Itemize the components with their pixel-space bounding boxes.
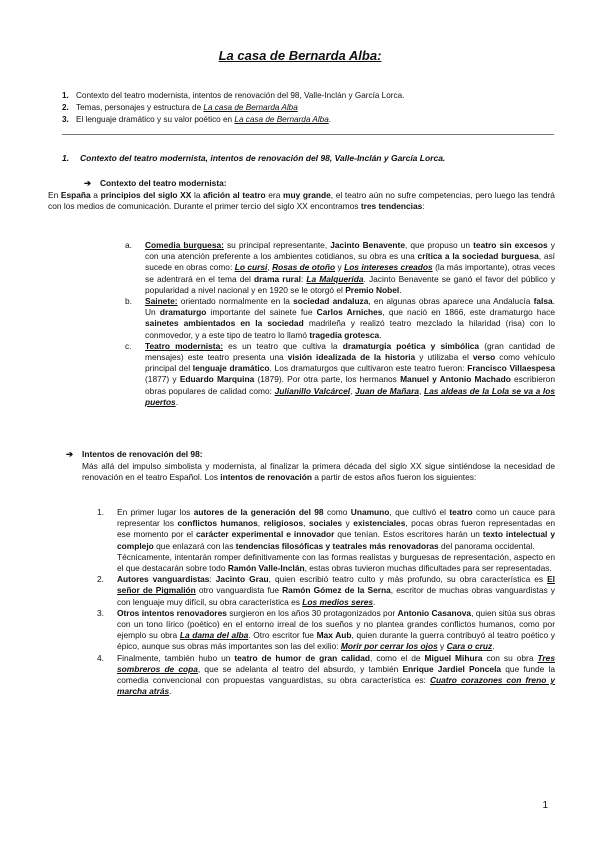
section-heading — [62, 153, 562, 164]
index-number: 2. — [62, 103, 69, 112]
item-label: 4. — [97, 652, 104, 663]
index-text: El lenguaje dramático y su valor poético en La casa de Bernarda Alba. — [76, 115, 332, 124]
item-label: 1. — [97, 507, 104, 517]
list-item: 1. En primer lugar los autores de la generación del 98 como Unamuno, que cultivó el teatro como un cauce para representar los conflictos humanos, religiosos, sociales y existenciales, pocas obras fueron representadas en ese momento por el carácter experimental e innovador que tenían. Estos escritores harán un texto intelectual y complejo que enlazará con las tendencias filosóficas y teatrales más renovadoras del panorama occidental. Técnicamente, intentarán romper definitivamente con las formas realistas y burguesas de representación, aspecto en el que destacarán sobre todo Ramón Valle-Inclán, estas obras tuvieron muchas dificultades para ser representadas. — [97, 507, 556, 574]
section-title: Contexto del teatro modernista, intentos de renovación del 98, Valle-Inclán y García Lorca. — [80, 153, 446, 163]
subsection-title: Contexto del teatro modernista: — [100, 178, 227, 188]
intro-paragraph: En España a principios del siglo XX la afición al teatro era muy grande, el teatro aún no sufre competencias, pero luego las tendrá con los medios de comunicación. Durante el primer tercio del siglo XX encontramos tres tendencias: — [48, 190, 555, 212]
arrow-icon: ➔ — [84, 178, 92, 188]
item-label: b. — [125, 296, 132, 307]
index-item — [62, 114, 542, 126]
intro-paragraph: Más allá del impulso simbolista y modernista, al finalizar la primera década del siglo XX sigue sintiéndose la necesidad de renovación en el teatro Español. Los intentos de renovación a partir de estos años fueron los siguientes: — [82, 461, 555, 483]
arrow-icon: ➔ — [66, 449, 74, 459]
document-title: La casa de Bernarda Alba: — [218, 48, 382, 63]
list-item: c. Teatro modernista: es un teatro que cultiva la dramaturgia poética y simbólica (gran cantidad de mensajes) este teatro presenta una visión idealizada de la historia y utilizaba el verso como vehículo principal del lenguaje dramático. Los dramaturgos que cultivaron este teatro fueron: Francisco Villaespesa (1877) y Eduardo Marquina (1879). Por otra parte, los hermanos Manuel y Antonio Machado escribieron obras populares de calidad como: Julianillo Valcárcel, Juan de Mañara, Las aldeas de la Lola se va a los puertos. — [125, 340, 556, 407]
index-number: 1. — [62, 91, 69, 100]
index-item — [62, 90, 542, 102]
page-number: 1 — [542, 800, 548, 811]
item-label: a. — [125, 240, 132, 250]
section-number: 1. — [62, 153, 70, 163]
item-label: 3. — [97, 607, 104, 618]
item-label: c. — [125, 340, 132, 351]
index-text: Contexto del teatro modernista, intentos de renovación del 98, Valle-Inclán y García Lorca. — [76, 91, 405, 100]
renewal-list — [97, 507, 556, 697]
item-extra-paragraph: Técnicamente, intentarán romper definitivamente con las formas realistas y burguesas de representación, aspecto en el que destacarán sobre todo Ramón Valle-Inclán, estas obras tuvieron muchas dificultades para ser representadas. — [117, 551, 555, 574]
list-item: 4. Finalmente, también hubo un teatro de humor de gran calidad, como el de Miguel Mihura con su obra Tres sombreros de copa, que se adelanta al teatro del absurdo, y también Enrique Jardiel Poncela que funde la comedia convencional con propuestas vanguardistas, su obra característica es: Cuatro corazones con freno y marcha atrás. — [97, 652, 556, 697]
index-item — [62, 102, 542, 114]
tendencies-list — [125, 240, 556, 408]
list-item: 3. Otros intentos renovadores surgieron en los años 30 protagonizados por Antonio Casanova, quien sitúa sus obras con un tono lírico (poético) en el entorno irreal de los sueños y no plantea grandes conflictos humanos, como por ejemplo su obra La dama del alba. Otro escritor fue Max Aub, quien durante la guerra contribuyó al teatro poético y épico, aunque sus obras más importantes son las del exilio: Morir por cerrar los ojos y Cara o cruz. — [97, 607, 556, 652]
work-title-link: La casa de Bernarda Alba — [203, 103, 298, 112]
index-text: Temas, personajes y estructura de La casa de Bernarda Alba — [76, 103, 298, 112]
list-item: a. Comedia burguesa: su principal representante, Jacinto Benavente, que propuso un teatro sin excesos y con una atención preferente a los ambientes cotidianos, su obra es una crítica a la sociedad burguesa, así sucede en obras como: Lo cursi, Rosas de otoño y Los intereses creados (la más importante), otras veces se adentrará en el tema del drama rural: La Malquerida. Jacinto Benavente se ganó el favor del público y popularidad a nivel nacional y en 1920 se le otorgó el Premio Nobel. — [125, 240, 556, 295]
item-label: 2. — [97, 574, 104, 585]
list-item: b. Sainete: orientado normalmente en la sociedad andaluza, en algunas obras aparece una Andalucía falsa. Un dramaturgo importante del sainete fue Carlos Arniches, que nació en 1866, este dramaturgo hace sainetes ambientados en la sociedad madrileña y realizó teatro mezclado la hilaridad (risa) con lo conmovedor, y a este tipo de teatro lo llamó tragedia grotesca. — [125, 296, 555, 340]
list-item: 2. Autores vanguardistas: Jacinto Grau, quien escribió teatro culto y más profundo, su obra característica es El señor de Pigmalión otro vanguardista fue Ramón Gómez de la Serna, escritor de muchas obras vanguardistas y con lenguaje muy difícil, su obra característica es Los medios seres. — [97, 574, 555, 607]
subsection-heading — [84, 178, 227, 189]
index-list — [62, 90, 542, 126]
horizontal-divider — [62, 134, 554, 135]
subsection-heading — [66, 449, 203, 460]
index-number: 3. — [62, 115, 69, 124]
work-title-link: La casa de Bernarda Alba — [234, 115, 329, 124]
subsection-title: Intentos de renovación del 98: — [82, 449, 203, 459]
